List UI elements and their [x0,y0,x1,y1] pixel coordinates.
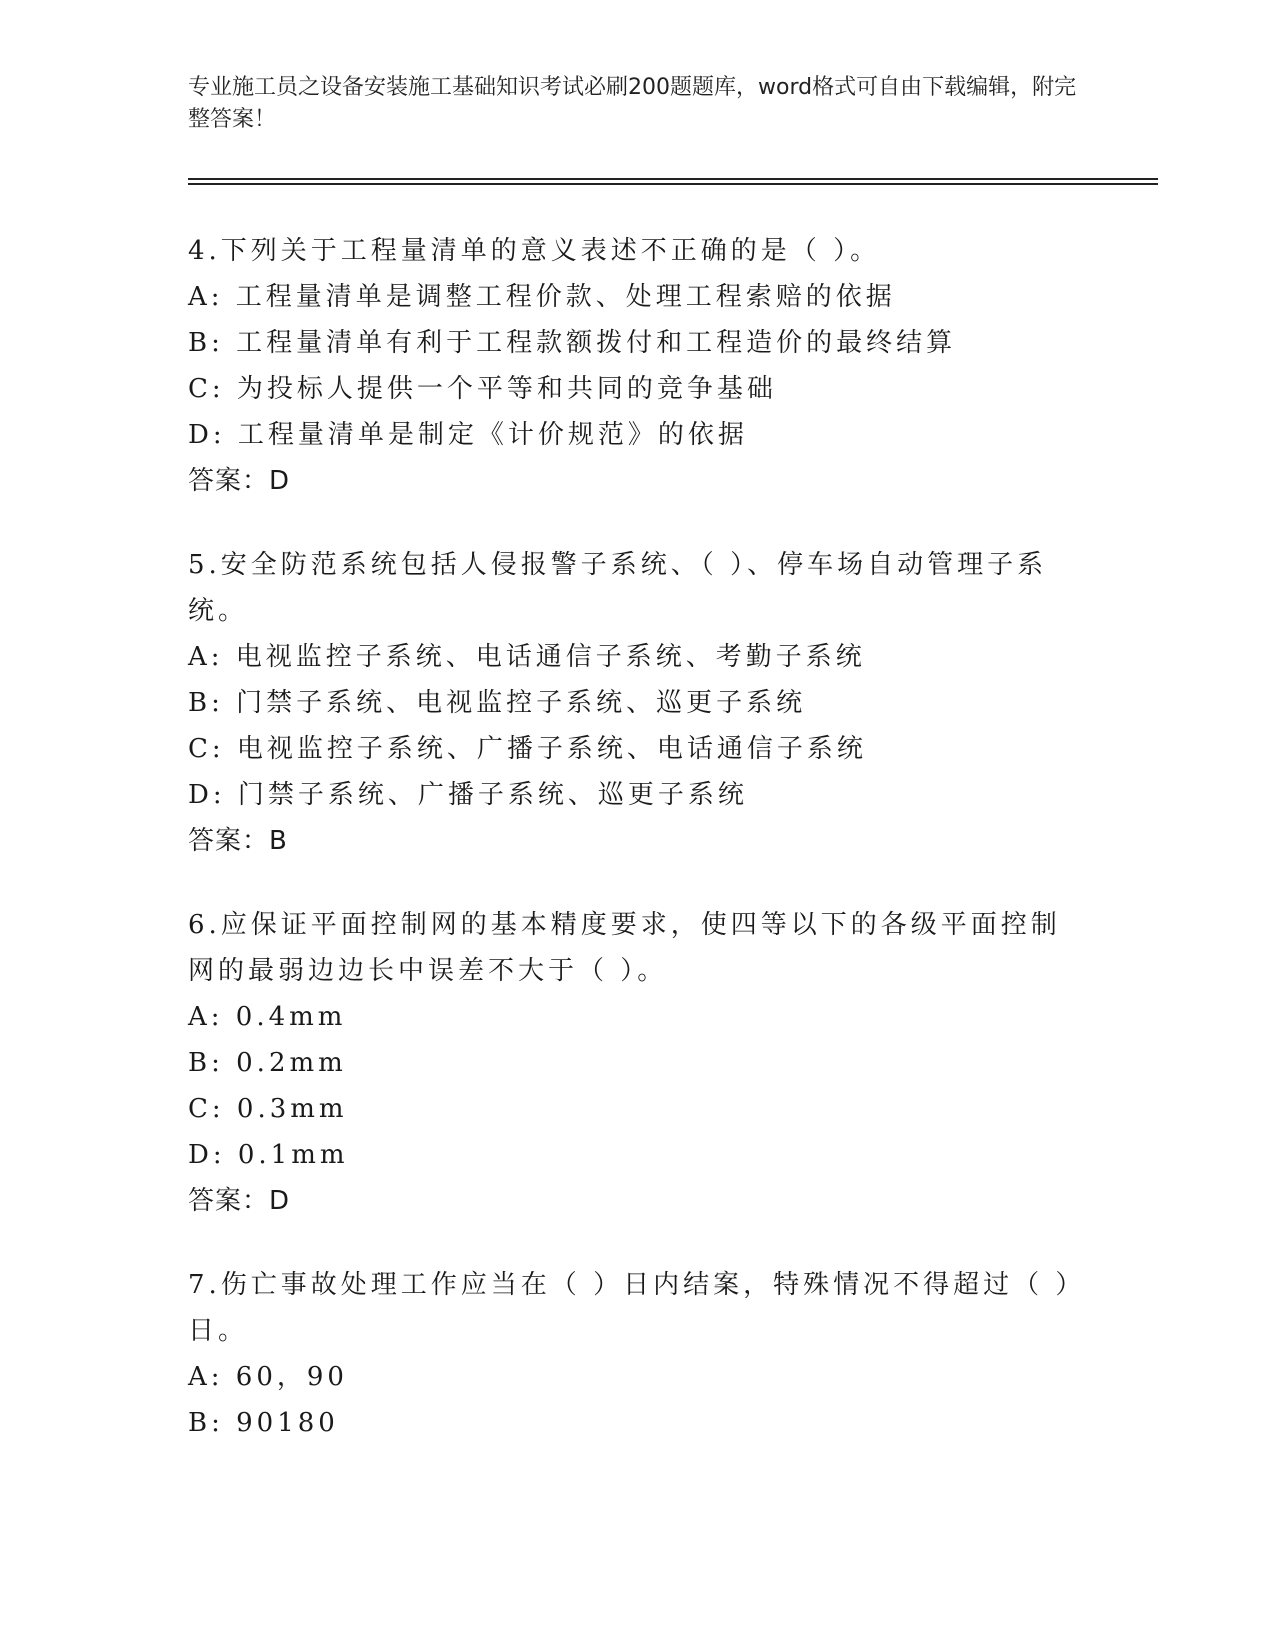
question-stem: 7.伤亡事故处理工作应当在（ ）日内结案，特殊情况不得超过（ ）日。 [188,1270,1086,1346]
question-6 [188,902,1088,1224]
answer-line: 答案：B [188,826,288,856]
header-divider-bottom [188,183,1158,185]
option-d: D: 工程量清单是制定《计价规范》的依据 [188,420,748,450]
question-stem: 6.应保证平面控制网的基本精度要求，使四等以下的各级平面控制网的最弱边边长中误差不大于（ ）。 [188,910,1061,986]
option-a: A: 工程量清单是调整工程价款、处理工程索赔的依据 [188,282,896,312]
option-a: A: 0.4mm [188,1002,347,1032]
header-divider-top [188,178,1158,180]
option-c: C: 为投标人提供一个平等和共同的竞争基础 [188,374,777,404]
option-c: C: 0.3mm [188,1094,348,1124]
question-stem: 4.下列关于工程量清单的意义表述不正确的是（ ）。 [188,236,881,266]
answer-line: 答案：D [188,466,291,496]
option-d: D: 0.1mm [188,1140,349,1170]
question-list [188,228,1088,1484]
document-header: 专业施工员之设备安装施工基础知识考试必刷200题题库，word格式可自由下载编辑，附完整答案！ [188,75,1077,132]
option-b: B: 门禁子系统、电视监控子系统、巡更子系统 [188,688,807,718]
option-a: A: 60，90 [188,1362,348,1392]
question-7 [188,1262,1088,1446]
option-b: B: 0.2mm [188,1048,347,1078]
option-b: B: 工程量清单有利于工程款额拨付和工程造价的最终结算 [188,328,957,358]
option-d: D: 门禁子系统、广播子系统、巡更子系统 [188,780,748,810]
answer-line: 答案：D [188,1186,291,1216]
question-5 [188,542,1088,864]
question-stem: 5.安全防范系统包括人侵报警子系统、（ ）、停车场自动管理子系统。 [188,550,1048,626]
option-a: A: 电视监控子系统、电话通信子系统、考勤子系统 [188,642,866,672]
option-c: C: 电视监控子系统、广播子系统、电话通信子系统 [188,734,867,764]
option-b: B: 90180 [188,1408,339,1438]
question-4 [188,228,1088,504]
